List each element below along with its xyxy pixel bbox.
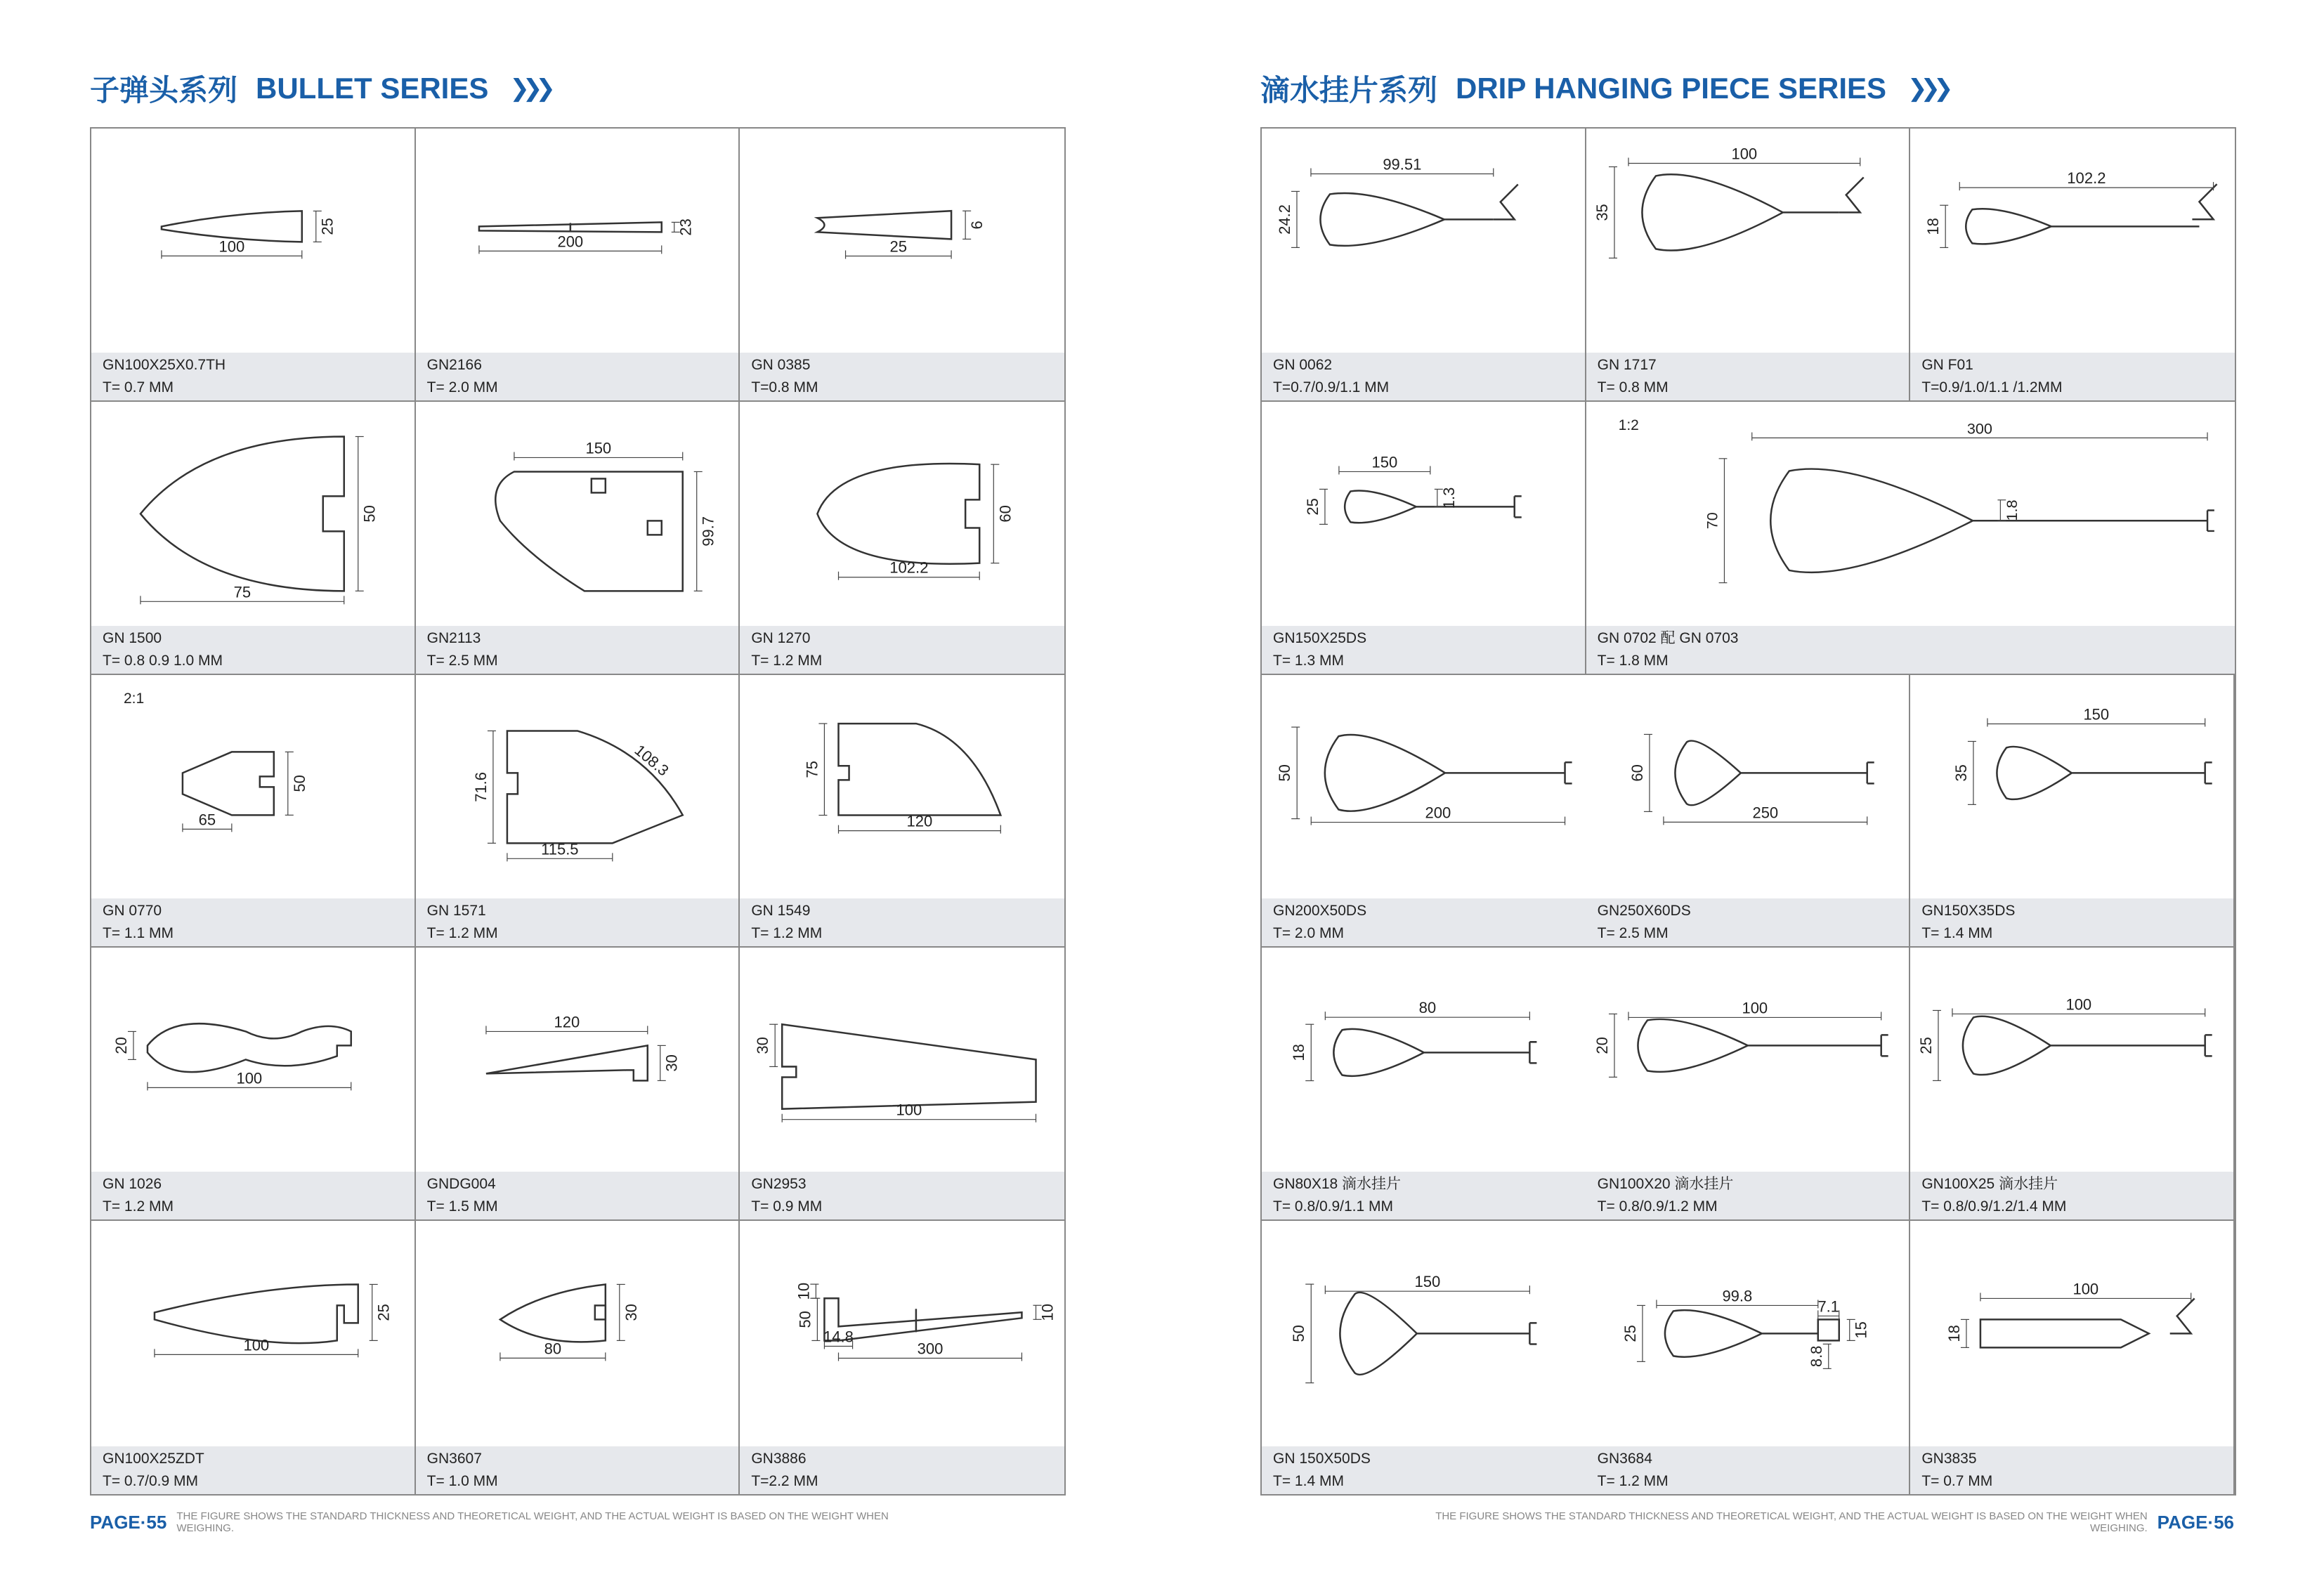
dimension-label: 50: [1290, 1325, 1308, 1342]
thickness: T= 2.0 MM: [1273, 925, 1344, 942]
profile-diagram: [1586, 948, 1910, 1172]
profile-drawing: [1586, 129, 1910, 353]
profile-diagram: [91, 948, 414, 1172]
dimension-label: 300: [917, 1340, 944, 1358]
profile-caption: [1586, 898, 1910, 946]
dimension-label: 60: [1628, 764, 1646, 782]
profile-code: GN 0770: [103, 903, 162, 920]
dimension-label: 75: [803, 760, 821, 778]
profile-caption: [416, 898, 739, 946]
thickness: T=2.2 MM: [751, 1472, 818, 1489]
footer-right: [1417, 1510, 2234, 1534]
profile-caption: [91, 626, 414, 674]
profile-cell: [416, 402, 740, 675]
profile-diagram: [91, 402, 414, 626]
dimension-label: 150: [1371, 453, 1398, 471]
profile-caption: [1262, 1446, 1586, 1494]
profile-cell: [416, 948, 740, 1221]
profile-drawing: [91, 129, 414, 353]
profile-code: GN200X50DS: [1273, 903, 1367, 920]
scale-label: 1:2: [1618, 417, 1639, 433]
dimension-label: 70: [1703, 512, 1721, 530]
profile-code: GN 1026: [103, 1176, 162, 1193]
dimension-label: 150: [585, 439, 611, 457]
dimension-label: 100: [236, 1069, 263, 1087]
dimension-label: 18: [1290, 1044, 1308, 1062]
page-right: [1162, 0, 2324, 1577]
dimension-label: 6: [968, 221, 986, 230]
dimension-label: 80: [1418, 999, 1437, 1017]
profile-cell: [740, 402, 1064, 675]
profile-drawing: [91, 1221, 414, 1446]
profile-drawing: [91, 948, 414, 1172]
profile-diagram: [740, 1221, 1064, 1446]
profile-drawing: [1586, 675, 1910, 899]
profile-cell: [1910, 129, 2235, 402]
dimension-label: 35: [1952, 764, 1971, 782]
profile-cell: [1586, 675, 1911, 948]
profile-diagram: [1262, 402, 1585, 626]
profile-code: GN150X25DS: [1273, 629, 1367, 646]
profile-drawing: [91, 675, 414, 899]
thickness: T= 1.2 MM: [1597, 1472, 1669, 1489]
thickness: T= 0.9 MM: [751, 1198, 823, 1215]
profile-diagram: [740, 402, 1064, 626]
dimension-label: 100: [2065, 995, 2092, 1014]
profile-caption: [740, 1446, 1064, 1494]
profile-caption: [91, 1446, 414, 1494]
thickness: T= 1.2 MM: [426, 925, 498, 942]
profile-drawing: [1586, 1221, 1910, 1446]
dimension-label: 18: [1924, 218, 1943, 235]
profile-cell: [416, 129, 740, 402]
profile-diagram: [1586, 1221, 1910, 1446]
profile-cell: [91, 402, 416, 675]
dimension-label: 120: [554, 1013, 580, 1031]
dimension-label: 25: [318, 218, 337, 235]
thickness: T= 2.5 MM: [426, 652, 498, 669]
title-cn: 滴水挂片系列: [1260, 74, 1438, 107]
profile-drawing: [91, 402, 414, 626]
dimension-label: 25: [1621, 1325, 1639, 1342]
dimension-label: 60: [996, 504, 1014, 523]
profile-diagram: [740, 129, 1064, 353]
thickness: T=0.7/0.9/1.1 MM: [1273, 379, 1390, 395]
dimension-label: 100: [218, 237, 245, 256]
dimension-label: 23: [677, 218, 695, 236]
dimension-label: 108.3: [631, 740, 672, 780]
profile-caption: [740, 1172, 1064, 1219]
profile-code: GN100X25X0.7TH: [103, 356, 226, 373]
profile-caption: [1586, 1446, 1910, 1494]
profile-code: GN 1500: [103, 629, 162, 646]
thickness: T=0.8 MM: [751, 379, 818, 395]
profile-diagram: [416, 948, 739, 1172]
profile-cell: [416, 1221, 740, 1494]
thickness: T= 0.7 MM: [1921, 1472, 1993, 1489]
profile-code: GN 1571: [426, 903, 486, 920]
profile-diagram: [1262, 948, 1586, 1172]
profile-code: GN2113: [426, 629, 481, 646]
dimension-label: 100: [2072, 1280, 2099, 1298]
dimension-label: 50: [290, 774, 308, 792]
thickness: T= 1.1 MM: [103, 925, 174, 942]
profile-drawing: [1910, 948, 2233, 1172]
profile-cell: [91, 129, 416, 402]
profile-drawing: [740, 675, 1064, 899]
profile-drawing: [1262, 948, 1586, 1172]
profile-diagram: [1910, 1221, 2233, 1446]
profile-code: GN80X18 滴水挂片: [1273, 1176, 1402, 1193]
dimension-label: 18: [1945, 1325, 1964, 1342]
dimension-label: 25: [889, 237, 908, 256]
dimension-label: 35: [1593, 204, 1611, 221]
dimension-label: 100: [1742, 999, 1768, 1017]
dimension-label: 30: [662, 1054, 681, 1073]
profile-diagram: [1586, 129, 1910, 353]
title-cn: 子弹头系列: [90, 74, 238, 107]
profile-cell: [91, 948, 416, 1221]
dimension-label: 7.1: [1817, 1297, 1839, 1316]
profile-caption: [91, 1172, 414, 1219]
thickness: T=0.9/1.0/1.1 /1.2MM: [1921, 379, 2063, 395]
dimension-label: 120: [906, 812, 933, 830]
bullet-series-title: [90, 67, 549, 110]
dimension-label: 25: [374, 1304, 393, 1321]
profile-caption: [416, 626, 739, 674]
profile-diagram: [416, 1221, 739, 1446]
profile-caption: [1586, 626, 2235, 674]
profile-drawing: [416, 1221, 739, 1446]
profile-cell: [1586, 1221, 1911, 1494]
dimension-label: 8.8: [1807, 1345, 1825, 1368]
dimension-label: 1.3: [1440, 487, 1458, 509]
profile-drawing: [1586, 948, 1910, 1172]
profile-diagram: [1262, 675, 1586, 899]
profile-cell: [740, 948, 1064, 1221]
profile-caption: [1910, 353, 2235, 400]
page-number: PAGE·55: [90, 1511, 167, 1533]
profile-code: GN3835: [1921, 1450, 1977, 1467]
profile-diagram: [416, 675, 739, 899]
profile-drawing: [740, 1221, 1064, 1446]
profile-caption: [416, 1172, 739, 1219]
profile-diagram: [1910, 675, 2233, 899]
profile-code: GN 1270: [751, 629, 811, 646]
profile-drawing: [1262, 675, 1586, 899]
profile-caption: [416, 1446, 739, 1494]
thickness: T= 0.8/0.9/1.2 MM: [1597, 1198, 1718, 1215]
profile-cell: [1910, 1221, 2235, 1494]
profile-cell: [1262, 402, 1586, 675]
chevron-right-icon: ❯❯❯: [509, 75, 549, 102]
profile-diagram: [740, 675, 1064, 899]
profile-cell: [1586, 129, 1911, 402]
profile-cell: [740, 1221, 1064, 1494]
profile-caption: [1910, 898, 2233, 946]
profile-code: GN100X20 滴水挂片: [1597, 1176, 1734, 1193]
dimension-label: 100: [1731, 145, 1757, 163]
dimension-label: 80: [544, 1340, 561, 1358]
profile-drawing: [740, 402, 1064, 626]
page-number: PAGE·56: [2157, 1511, 2234, 1533]
profile-drawing: [740, 948, 1064, 1172]
profile-code: GN 0062: [1273, 356, 1333, 373]
profile-code: GN 0702 配 GN 0703: [1597, 629, 1739, 646]
profile-caption: [1262, 353, 1585, 400]
profile-drawing: [1262, 402, 1585, 626]
dimension-label: 10: [795, 1283, 813, 1300]
profile-drawing: [1262, 129, 1585, 353]
thickness: T= 2.0 MM: [426, 379, 498, 395]
dimension-label: 100: [896, 1101, 922, 1120]
thickness: T= 1.8 MM: [1597, 652, 1669, 669]
profile-drawing: [416, 402, 739, 626]
profile-caption: [740, 626, 1064, 674]
profile-cell: [740, 675, 1064, 948]
profile-cell: [1910, 675, 2235, 948]
dimension-label: 50: [796, 1311, 814, 1328]
dimension-label: 102.2: [2067, 169, 2106, 188]
dimension-label: 99.8: [1722, 1287, 1752, 1305]
dimension-label: 15: [1852, 1321, 1870, 1339]
profile-code: GN3684: [1597, 1450, 1652, 1467]
thickness: T= 0.7/0.9 MM: [103, 1472, 198, 1489]
profile-diagram: [1586, 675, 1910, 899]
profile-code: GN 1549: [751, 903, 811, 920]
dimension-label: 115.5: [540, 839, 579, 858]
scale-label: 2:1: [124, 690, 145, 707]
profile-cell: [1262, 675, 1586, 948]
profile-diagram: [91, 129, 414, 353]
footer-note: THE FIGURE SHOWS THE STANDARD THICKNESS AND THEORETICAL WEIGHT, AND THE ACTUAL WEIGHT IS BASED ON THE WEIGHT WHEN WEIGHING.: [176, 1510, 889, 1534]
profile-diagram: [91, 675, 414, 899]
profile-drawing: [740, 129, 1064, 353]
profile-diagram: [1910, 129, 2235, 353]
profile-caption: [91, 353, 414, 400]
thickness: T= 1.2 MM: [751, 925, 823, 942]
profile-caption: [1262, 1172, 1586, 1219]
dimension-label: 14.8: [823, 1328, 854, 1346]
dimension-label: 250: [1752, 803, 1778, 821]
drip-series-title: [1260, 67, 1947, 110]
bullet-profile-grid: [90, 127, 1066, 1496]
profile-drawing: [416, 948, 739, 1172]
dimension-label: 71.6: [471, 771, 490, 802]
thickness: T= 0.8/0.9/1.2/1.4 MM: [1921, 1198, 2067, 1215]
dimension-label: 1.8: [2002, 499, 2021, 521]
profile-caption: [1910, 1446, 2233, 1494]
profile-caption: [1262, 626, 1585, 674]
chevron-right-icon: ❯❯❯: [1907, 75, 1947, 102]
profile-caption: [1910, 1172, 2233, 1219]
profile-caption: [1586, 1172, 1910, 1219]
thickness: T= 0.7 MM: [103, 379, 174, 395]
dimension-label: 200: [1425, 804, 1451, 822]
thickness: T= 1.4 MM: [1921, 925, 1993, 942]
profile-diagram: [1910, 948, 2233, 1172]
profile-cell: [1586, 402, 2235, 675]
profile-caption: [740, 898, 1064, 946]
profile-code: GN100X25ZDT: [103, 1450, 204, 1467]
profile-diagram: [91, 1221, 414, 1446]
profile-drawing: [1262, 1221, 1586, 1446]
dimension-label: 20: [112, 1037, 130, 1055]
profile-cell: [1910, 948, 2235, 1221]
dimension-label: 30: [754, 1037, 772, 1054]
dimension-label: 25: [1303, 497, 1321, 516]
dimension-label: 300: [1966, 419, 1992, 438]
profile-caption: [416, 353, 739, 400]
profile-code: GN3607: [426, 1450, 482, 1467]
dimension-label: 102.2: [889, 558, 929, 577]
profile-cell: [1262, 1221, 1586, 1494]
profile-diagram: [416, 129, 739, 353]
profile-diagram: [1586, 402, 2235, 626]
profile-cell: [91, 675, 416, 948]
profile-code: GN250X60DS: [1597, 903, 1691, 920]
profile-caption: [1262, 898, 1586, 946]
thickness: T= 1.0 MM: [426, 1472, 498, 1489]
dimension-label: 100: [243, 1336, 270, 1354]
dimension-label: 65: [198, 810, 216, 828]
thickness: T= 1.3 MM: [1273, 652, 1344, 669]
dimension-label: 99.51: [1383, 155, 1422, 174]
profile-caption: [740, 353, 1064, 400]
profile-caption: [91, 898, 414, 946]
profile-drawing: [1586, 402, 2235, 626]
profile-code: GN 150X50DS: [1273, 1450, 1371, 1467]
profile-cell: [91, 1221, 416, 1494]
footer-left: [90, 1510, 907, 1534]
thickness: T= 0.8 MM: [1597, 379, 1669, 395]
thickness: T= 1.2 MM: [751, 652, 823, 669]
profile-cell: [1262, 129, 1586, 402]
profile-drawing: [416, 675, 739, 899]
footer-note: THE FIGURE SHOWS THE STANDARD THICKNESS AND THEORETICAL WEIGHT, AND THE ACTUAL WEIGHT IS BASED ON THE WEIGHT WHEN WEIGHING.: [1435, 1510, 2148, 1534]
dimension-label: 99.7: [699, 516, 717, 547]
profile-drawing: [416, 129, 739, 353]
profile-cell: [740, 129, 1064, 402]
profile-diagram: [1262, 129, 1585, 353]
profile-diagram: [740, 948, 1064, 1172]
profile-diagram: [1262, 1221, 1586, 1446]
profile-drawing: [1910, 675, 2233, 899]
profile-caption: [1586, 353, 1910, 400]
dimension-label: 75: [233, 583, 252, 601]
title-en: BULLET SERIES: [256, 72, 489, 105]
profile-code: GN F01: [1921, 356, 1973, 373]
profile-code: GN2953: [751, 1176, 807, 1193]
profile-cell: [1586, 948, 1911, 1221]
dimension-label: 150: [2083, 705, 2110, 724]
thickness: T= 0.8/0.9/1.1 MM: [1273, 1198, 1393, 1215]
profile-code: GN150X35DS: [1921, 903, 2016, 920]
dimension-label: 24.2: [1275, 204, 1293, 235]
profile-diagram: [416, 402, 739, 626]
dimension-label: 25: [1917, 1037, 1935, 1055]
dimension-label: 200: [557, 233, 583, 251]
dimension-label: 50: [1276, 764, 1294, 782]
dimension-label: 10: [1038, 1304, 1057, 1321]
thickness: T= 2.5 MM: [1597, 925, 1669, 942]
profile-code: GN3886: [751, 1450, 807, 1467]
profile-code: GNDG004: [426, 1176, 496, 1193]
dimension-label: 20: [1593, 1037, 1611, 1055]
profile-code: GN100X25 滴水挂片: [1921, 1176, 2058, 1193]
profile-cell: [1262, 948, 1586, 1221]
thickness: T= 1.2 MM: [103, 1198, 174, 1215]
dimension-label: 30: [622, 1304, 640, 1321]
dimension-label: 150: [1414, 1273, 1441, 1291]
profile-drawing: [1910, 1221, 2233, 1446]
profile-code: GN2166: [426, 356, 482, 373]
thickness: T= 1.4 MM: [1273, 1472, 1344, 1489]
thickness: T= 0.8 0.9 1.0 MM: [103, 652, 223, 669]
title-en: DRIP HANGING PIECE SERIES: [1456, 72, 1887, 105]
thickness: T= 1.5 MM: [426, 1198, 498, 1215]
dimension-label: 50: [360, 504, 379, 523]
profile-code: GN 0385: [751, 356, 811, 373]
drip-profile-grid: [1260, 127, 2236, 1496]
profile-code: GN 1717: [1597, 356, 1657, 373]
profile-drawing: [1910, 129, 2235, 353]
profile-cell: [416, 675, 740, 948]
